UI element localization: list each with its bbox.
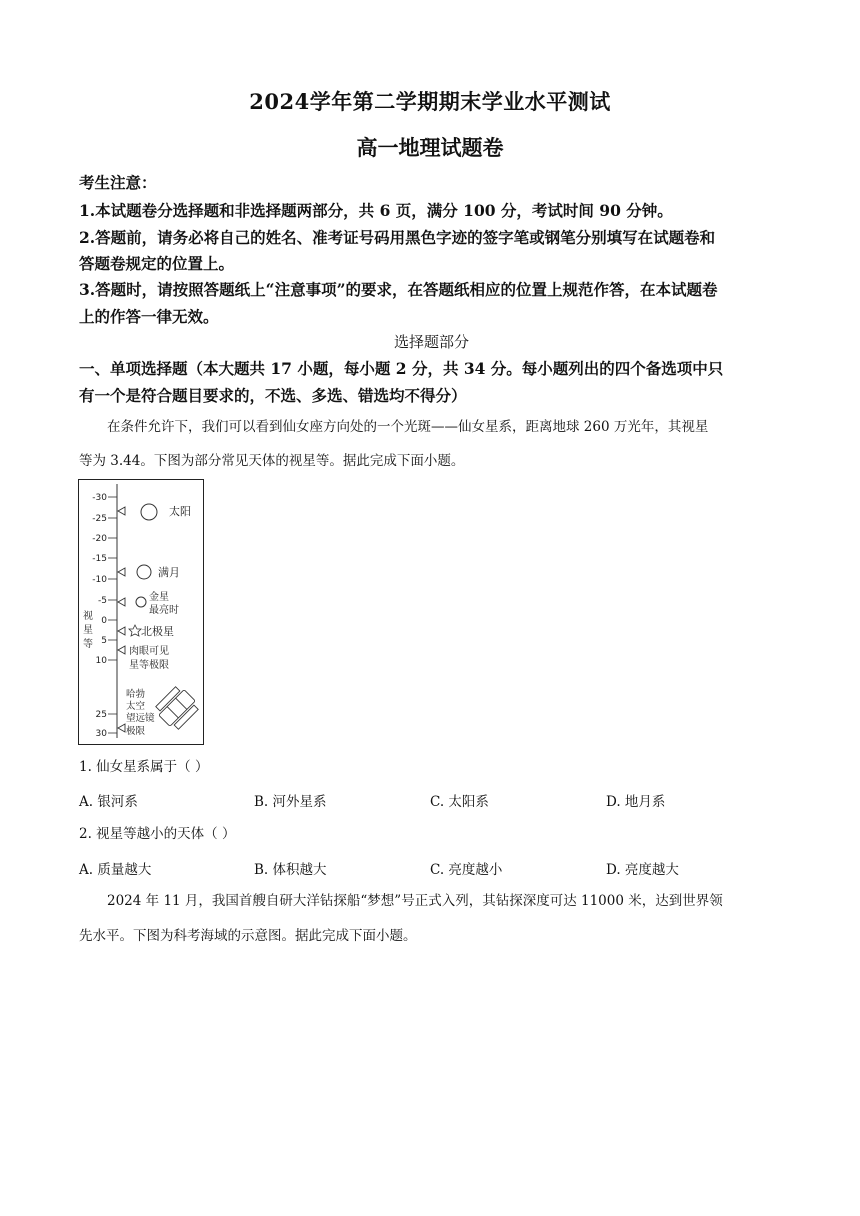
label-hubble-1: 哈勃 bbox=[126, 689, 146, 700]
notice-item-3-line-1: 3.答题时，请按照答题纸上“注意事项”的要求，在答题纸相应的位置上规范作答，在本试题卷 bbox=[79, 280, 718, 299]
label-polaris: 北极星 bbox=[141, 625, 174, 638]
marker-venus bbox=[118, 598, 125, 606]
tick-label: 25 bbox=[95, 710, 107, 720]
label-hubble-2: 太空 bbox=[126, 701, 146, 712]
marker-hubble bbox=[118, 724, 125, 732]
label-hubble-4: 极限 bbox=[126, 726, 146, 737]
question-1-option-d[interactable]: D. 地月系 bbox=[606, 794, 666, 810]
notice-heading: 考生注意： bbox=[79, 173, 157, 192]
label-venus-2: 最亮时 bbox=[149, 605, 179, 616]
star-icon bbox=[129, 625, 141, 636]
question-1-option-c[interactable]: C. 太阳系 bbox=[430, 794, 489, 810]
exam-subtitle: 高一地理试题卷 bbox=[356, 135, 504, 160]
question-2-option-b[interactable]: B. 体积越大 bbox=[254, 862, 327, 878]
part-one-instructions-line-2: 有一个是符合题目要求的，不选、多选、错选均不得分） bbox=[79, 386, 467, 405]
tick-label: -5 bbox=[98, 596, 107, 606]
label-full-moon: 满月 bbox=[158, 566, 180, 579]
notice-item-3-line-2: 上的作答一律无效。 bbox=[79, 307, 219, 326]
tick-label: -30 bbox=[92, 493, 107, 503]
material-2-line-2: 先水平。下图为科考海域的示意图。据此完成下面小题。 bbox=[79, 928, 417, 944]
section-title: 选择题部分 bbox=[393, 333, 469, 351]
tick-label: 0 bbox=[101, 616, 107, 626]
part-one-instructions-line-1: 一、单项选择题（本大题共 17 小题，每小题 2 分，共 34 分。每小题列出的四个备选项中只 bbox=[79, 359, 724, 378]
material-1-line-1: 在条件允许下，我们可以看到仙女座方向处的一个光斑——仙女星系，距离地球 260 万光年，其视星 bbox=[107, 419, 709, 435]
notice-item-2-line-2: 答题卷规定的位置上。 bbox=[79, 254, 235, 273]
marker-naked-eye bbox=[118, 646, 125, 654]
material-2-line-1: 2024 年 11 月，我国首艘自研大洋钻探船“梦想”号正式入列，其钻探深度可达 11000 米，达到世界领 bbox=[107, 893, 723, 909]
notice-item-1: 1.本试题卷分选择题和非选择题两部分，共 6 页，满分 100 分，考试时间 90 分钟。 bbox=[79, 201, 673, 220]
label-naked-eye-2: 星等极限 bbox=[129, 660, 169, 671]
question-2-option-a[interactable]: A. 质量越大 bbox=[79, 862, 152, 878]
tick-label: -20 bbox=[92, 534, 107, 544]
tick-label: -15 bbox=[92, 554, 107, 564]
venus-icon bbox=[136, 597, 146, 607]
label-venus-1: 金星 bbox=[149, 592, 169, 603]
material-1-line-2: 等为 3.44。下图为部分常见天体的视星等。据此完成下面小题。 bbox=[79, 453, 465, 469]
marker-sun bbox=[118, 507, 125, 515]
label-sun: 太阳 bbox=[169, 505, 191, 518]
label-hubble-3: 望远镜 bbox=[126, 713, 155, 724]
label-naked-eye-1: 肉眼可见 bbox=[129, 646, 169, 657]
tick-label: -25 bbox=[92, 514, 107, 524]
exam-title: 2024学年第二学期期末学业水平测试 bbox=[249, 89, 611, 114]
tick-label: 5 bbox=[101, 636, 107, 646]
question-2-option-c[interactable]: C. 亮度越小 bbox=[430, 862, 503, 878]
question-1-option-a[interactable]: A. 银河系 bbox=[79, 794, 138, 810]
telescope-icon bbox=[153, 684, 201, 732]
sun-icon bbox=[141, 504, 157, 520]
tick-label: 10 bbox=[95, 656, 107, 666]
notice-item-2-line-1: 2.答题前，请务必将自己的姓名、准考证号码用黑色字迹的签字笔或钢笔分别填写在试题卷和 bbox=[79, 228, 716, 247]
magnitude-figure bbox=[78, 479, 204, 745]
question-1-stem: 1. 仙女星系属于（ ） bbox=[79, 759, 209, 775]
magnitude-diagram bbox=[79, 480, 202, 743]
marker-polaris bbox=[118, 627, 125, 635]
question-1-option-b[interactable]: B. 河外星系 bbox=[254, 794, 327, 810]
marker-full-moon bbox=[118, 568, 125, 576]
axis-title-char: 视 bbox=[83, 611, 93, 622]
axis-title-char: 等 bbox=[83, 639, 93, 650]
moon-icon bbox=[137, 565, 151, 579]
axis-title-char: 星 bbox=[83, 625, 93, 636]
question-2-option-d[interactable]: D. 亮度越大 bbox=[606, 862, 679, 878]
question-2-stem: 2. 视星等越小的天体（ ） bbox=[79, 826, 236, 842]
tick-label: 30 bbox=[95, 729, 107, 739]
tick-label: -10 bbox=[92, 575, 107, 585]
